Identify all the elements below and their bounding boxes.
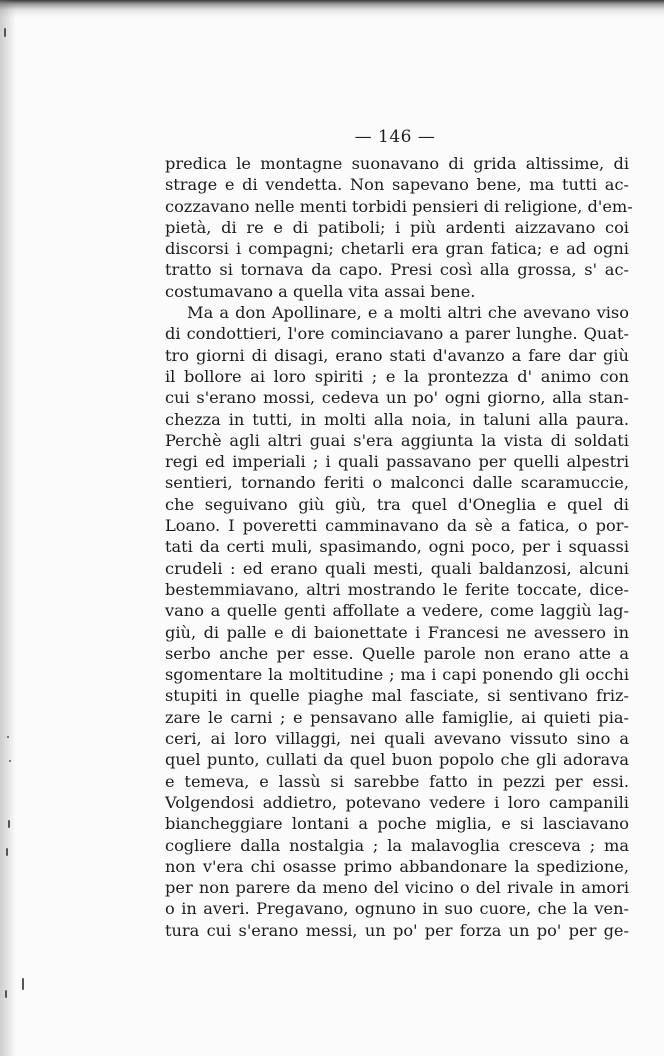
text-line: predica le montagne suonavano di grida altissime, di <box>165 154 629 173</box>
paragraph-first-line: Ma a don Apollinare, e a molti altri che avevano viso <box>187 303 629 323</box>
scan-speck <box>7 736 9 738</box>
page-number: — 146 — <box>354 127 436 147</box>
text-line: tura cui s'erano messi, un po' per forza un po' per ge- <box>165 920 629 940</box>
text-line: regi ed imperiali ; i quali passavano per quelli alpestri <box>165 452 629 472</box>
text-line: Perchè agli altri guai s'era aggiunta la vista di soldati <box>165 430 629 450</box>
text-line: sgomentare la moltitudine ; ma i capi ponendo gli occhi <box>165 665 629 685</box>
text-line: biancheggiare lontani a poche miglia, e si lasciavano <box>165 814 629 834</box>
text-line: discorsi i compagni; chetarli era gran fatica; e ad ogni <box>165 239 629 259</box>
text-line: sentieri, tornando feriti o malconci dalle scaramuccie, <box>165 473 629 493</box>
text-line: il bollore ai loro spiriti ; e la prontezza d' animo con <box>165 366 629 386</box>
text-line: ceri, ai loro villaggi, nei quali avevano vissuto sino a <box>165 729 629 749</box>
scan-speck <box>8 820 10 828</box>
scan-speck <box>5 990 7 998</box>
scan-speck <box>22 978 24 990</box>
text-line: di condottieri, l'ore cominciavano a parer lunghe. Quat- <box>165 324 629 344</box>
text-line: tro giorni di disagi, erano stati d'avanzo a fare dar giù <box>165 345 629 365</box>
text-line: cogliere dalla nostalgia ; la malavoglia cresceva ; ma <box>165 835 629 855</box>
text-line: Volgendosi addietro, potevano vedere i loro campanili <box>165 792 629 812</box>
text-line: strage e di vendetta. Non sapevano bene, ma tutti ac- <box>165 175 629 195</box>
text-line: o in averi. Pregavano, ognuno in suo cuore, che la ven- <box>165 899 629 919</box>
text-line: cozzavano nelle menti torbidi pensieri di religione, d'em- <box>165 196 633 216</box>
text-line: quel punto, cullati da quel buon popolo che gli adorava <box>165 750 629 770</box>
text-line: non v'era chi osasse primo abbandonare la spedizione, <box>165 856 629 876</box>
body-text <box>165 153 633 941</box>
scan-speck <box>9 760 11 762</box>
text-line: per non parere da meno del vicino o del rivale in amori <box>165 878 629 898</box>
text-line: pietà, di re e di patiboli; i più ardenti aizzavano coi <box>165 217 629 237</box>
text-line: stupiti in quelle piaghe mal fasciate, si sentivano friz- <box>165 686 629 706</box>
text-line: Loano. I poveretti camminavano da sè a fatica, o por- <box>165 516 629 536</box>
text-line: che seguivano giù giù, tra quel d'Oneglia e quel di <box>165 494 629 514</box>
scan-speck <box>6 848 8 856</box>
text-line: cui s'erano mossi, cedeva un po' ogni giorno, alla stan- <box>165 388 629 408</box>
text-line: vano a quelle genti affollate a vedere, come laggiù lag- <box>165 601 629 621</box>
text-line: giù, di palle e di baionettate i Francesi ne avessero in <box>165 622 629 642</box>
text-line: crudeli : ed erano quali mesti, quali baldanzosi, alcuni <box>165 558 629 578</box>
text-line: e temeva, e lassù si sarebbe fatto in pezzi per essi. <box>165 771 629 791</box>
text-line: bestemmiavano, altri mostrando le ferite toccate, dice- <box>165 579 629 599</box>
text-line: chezza in tutti, in molti alla noia, in taluni alla paura. <box>165 409 629 429</box>
page-top-edge-shadow <box>0 0 664 18</box>
scan-speck <box>4 28 6 37</box>
text-line: serbo anche per esse. Quelle parole non erano atte a <box>165 643 629 663</box>
text-line: tati da certi muli, spasimando, ogni poco, per i squassi <box>165 537 629 557</box>
text-line: costumavano a quella vita assai bene. <box>165 281 476 301</box>
text-line: zare le carni ; e pensavano alle famiglie, ai quieti pia- <box>165 707 629 727</box>
page-left-edge-shadow <box>0 0 16 1056</box>
text-line: tratto si tornava da capo. Presi così alla grossa, s' ac- <box>165 260 629 280</box>
